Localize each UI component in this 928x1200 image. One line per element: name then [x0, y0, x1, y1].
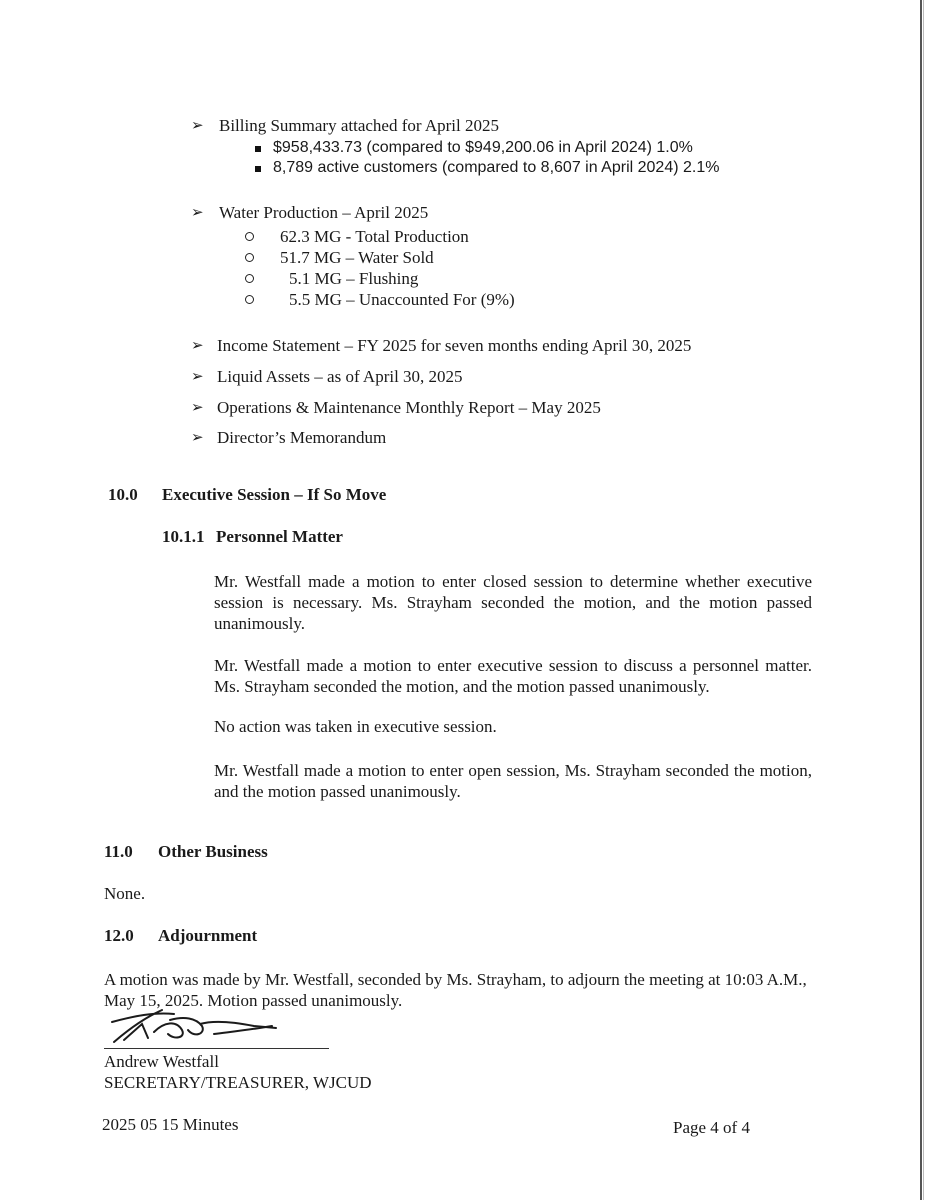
- arrow-bullet-icon: ➢: [191, 203, 204, 221]
- signer-role: SECRETARY/TREASURER, WJCUD: [104, 1073, 372, 1092]
- section-title: Adjournment: [158, 926, 258, 945]
- report-item: Director’s Memorandum: [217, 428, 387, 447]
- adjournment-body: A motion was made by Mr. Westfall, seconded by Ms. Strayham, to adjourn the meeting at 10:03 A.M., May 15, 2025. Motion passed unanimously.: [104, 970, 807, 1010]
- billing-item: 8,789 active customers (compared to 8,607 in April 2024) 2.1%: [273, 159, 720, 176]
- section-number: 10.0: [108, 485, 138, 504]
- section-number: 11.0: [104, 842, 133, 861]
- scan-edge-line-faint: [923, 0, 924, 1200]
- water-item: 51.7 MG – Water Sold: [280, 248, 434, 267]
- footer-document-name: 2025 05 15 Minutes: [102, 1115, 239, 1134]
- motion-paragraph: Mr. Westfall made a motion to enter closed session to determine whether executive session is necessary. Ms. Strayham seconded the motion, and the motion passed unanimously.: [214, 572, 812, 633]
- section-title: Executive Session – If So Move: [162, 485, 387, 504]
- circle-bullet-icon: [245, 295, 254, 304]
- motion-paragraph: No action was taken in executive session.: [214, 717, 497, 736]
- section-number: 12.0: [104, 926, 134, 945]
- motion-paragraph: Mr. Westfall made a motion to enter open session, Ms. Strayham seconded the motion, and the motion passed unanimously.: [214, 761, 812, 801]
- square-bullet-icon: [255, 146, 261, 152]
- subsection-number: 10.1.1: [162, 527, 205, 546]
- handwritten-signature: [104, 1004, 284, 1050]
- signature-line: [104, 1048, 329, 1049]
- scan-edge-line: [920, 0, 922, 1200]
- section-title: Other Business: [158, 842, 268, 861]
- circle-bullet-icon: [245, 274, 254, 283]
- billing-item: $958,433.73 (compared to $949,200.06 in April 2024) 1.0%: [273, 139, 693, 156]
- billing-label: Billing Summary attached for April 2025: [219, 116, 499, 135]
- arrow-bullet-icon: ➢: [191, 367, 204, 385]
- arrow-bullet-icon: ➢: [191, 428, 204, 446]
- water-label: Water Production – April 2025: [219, 203, 429, 222]
- report-item: Income Statement – FY 2025 for seven months ending April 30, 2025: [217, 336, 692, 355]
- circle-bullet-icon: [245, 253, 254, 262]
- arrow-bullet-icon: ➢: [191, 336, 204, 354]
- report-item: Liquid Assets – as of April 30, 2025: [217, 367, 463, 386]
- water-item: 62.3 MG - Total Production: [280, 227, 469, 246]
- signer-name: Andrew Westfall: [104, 1052, 219, 1071]
- arrow-bullet-icon: ➢: [191, 398, 204, 416]
- section-body: None.: [104, 884, 146, 903]
- circle-bullet-icon: [245, 232, 254, 241]
- arrow-bullet-icon: ➢: [191, 116, 204, 134]
- water-item: 5.5 MG – Unaccounted For (9%): [289, 290, 515, 309]
- square-bullet-icon: [255, 166, 261, 172]
- motion-paragraph: Mr. Westfall made a motion to enter executive session to discuss a personnel matter. Ms. Strayham seconded the motion, and the motion passed unanimously.: [214, 656, 812, 696]
- water-item: 5.1 MG – Flushing: [289, 269, 419, 288]
- subsection-title: Personnel Matter: [216, 527, 343, 546]
- page-number: Page 4 of 4: [673, 1118, 750, 1137]
- report-item: Operations & Maintenance Monthly Report – May 2025: [217, 398, 601, 417]
